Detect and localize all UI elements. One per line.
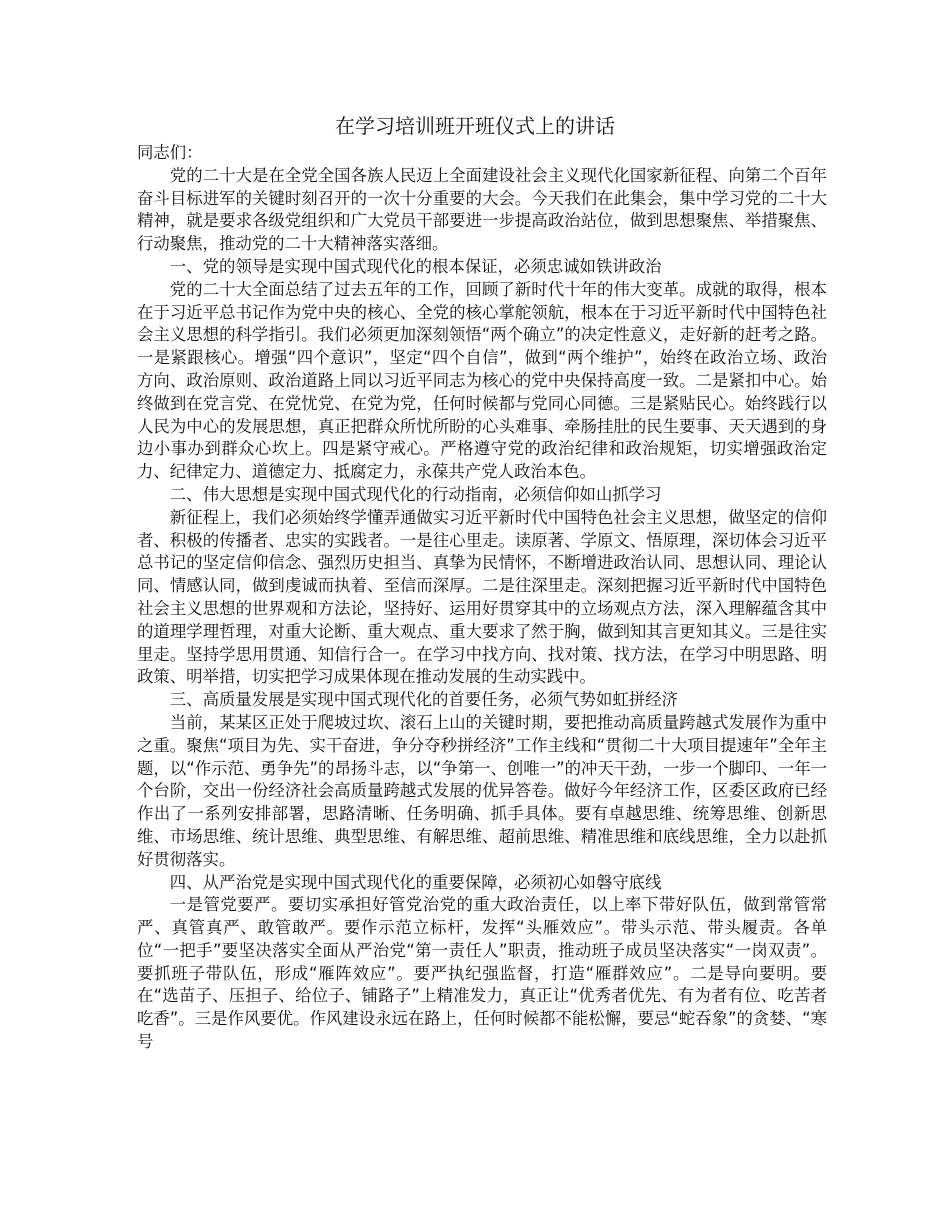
document-body [137, 142, 827, 1054]
paragraph-section-2: 新征程上，我们必须始终学懂弄通做实习近平新时代中国特色社会主义思想，做坚定的信仰者、积极的传播者、忠实的实践者。一是往心里走。读原著、学原文、悟原理，深切体会习近平总书记的坚定信仰信念、强烈历史担当、真挚为民情怀，不断增进政治认同、思想认同、理论认同、情感认同，做到虔诚而执着、至信而深厚。二是往深里走。深刻把握习近平新时代中国特色社会主义思想的世界观和方法论，坚持好、运用好贯穿其中的立场观点方法，深入理解蕴含其中的道理学理哲理，对重大论断、重大观点、重大要求了然于胸，做到知其言更知其义。三是往实里走。坚持学思用贯通、知信行合一。在学习中找方向、找对策、找方法，在学习中明思路、明政策、明举措，切实把学习成果体现在推动发展的生动实践中。 [137, 507, 827, 687]
document-title: 在学习培训班开班仪式上的讲话 [335, 114, 615, 138]
paragraph-section-1: 党的二十大全面总结了过去五年的工作，回顾了新时代十年的伟大变革。成就的取得，根本在于习近平总书记作为党中央的核心、全党的核心掌舵领航，根本在于习近平新时代中国特色社会主义思想的科学指引。我们必须更加深刻领悟“两个确立”的决定性意义，走好新的赶考之路。一是紧跟核心。增强“四个意识”，坚定“四个自信”，做到“两个维护”，始终在政治立场、政治方向、政治原则、政治道路上同以习近平同志为核心的党中央保持高度一致。二是紧扣中心。始终做到在党言党、在党忧党、在党为党，任何时候都与党同心同德。三是紧贴民心。始终践行以人民为中心的发展思想，真正把群众所忧所盼的心头难事、牵肠挂肚的民生要事、天天遇到的身边小事办到群众心坎上。四是紧守戒心。严格遵守党的政治纪律和政治规矩，切实增强政治定力、纪律定力、道德定力、抵腐定力，永葆共产党人政治本色。 [137, 279, 827, 482]
paragraph-section-3: 当前，某某区正处于爬坡过坎、滚石上山的关键时期，要把推动高质量跨越式发展作为重中之重。聚焦“项目为先、实干奋进，争分夺秒拼经济”工作主线和“贯彻二十大项目提速年”全年主题，以“作示范、勇争先”的昂扬斗志，以“争第一、创唯一”的冲天干劲，一步一个脚印、一年一个台阶，交出一份经济社会高质量跨越式发展的优异答卷。做好今年经济工作，区委区政府已经作出了一系列安排部署，思路清晰、任务明确、抓手具体。要有卓越思维、统筹思维、创新思维、市场思维、统计思维、典型思维、有解思维、超前思维、精准思维和底线思维，全力以赴抓好贯彻落实。 [137, 712, 827, 869]
section-heading-1: 一、党的领导是实现中国式现代化的根本保证，必须忠诚如铁讲政治 [169, 256, 662, 276]
paragraph-intro: 党的二十大是在全党全国各族人民迈上全面建设社会主义现代化国家新征程、向第二个百年奋斗目标进军的关键时刻召开的一次十分重要的大会。今天我们在此集会，集中学习党的二十大精神，就是要求各级党组织和广大党员干部要进一步提高政治站位，做到思想聚焦、举措聚焦、行动聚焦，推动党的二十大精神落实落细。 [137, 165, 827, 254]
paragraph-section-4: 一是管党要严。要切实承担好管党治党的重大政治责任，以上率下带好队伍，做到常管常严、真管真严、敢管敢严。要作示范立标杆，发挥“头雁效应”。带头示范、带头履责。各单位“一把手”要坚决落实全面从严治党“第一责任人”职责，推动班子成员坚决落实“一岗双责”。要抓班子带队伍，形成“雁阵效应”。要严执纪强监督，打造“雁群效应”。二是导向要明。要在“选苗子、压担子、给位子、铺路子”上精准发力，真正让“优秀者优先、有为者有位、吃苦者吃香”。三是作风要优。作风建设永远在路上，任何时候都不能松懈，要忌“蛇吞象”的贪婪、“寒号 [137, 895, 827, 1052]
salutation: 同志们： [137, 143, 203, 162]
section-heading-3: 三、高质量发展是实现中国式现代化的首要任务，必须气势如虹拼经济 [169, 690, 678, 710]
section-heading-4: 四、从严治党是实现中国式现代化的重要保障，必须初心如磐守底线 [169, 872, 662, 892]
section-heading-2: 二、伟大思想是实现中国式现代化的行动指南，必须信仰如山抓学习 [169, 484, 662, 504]
